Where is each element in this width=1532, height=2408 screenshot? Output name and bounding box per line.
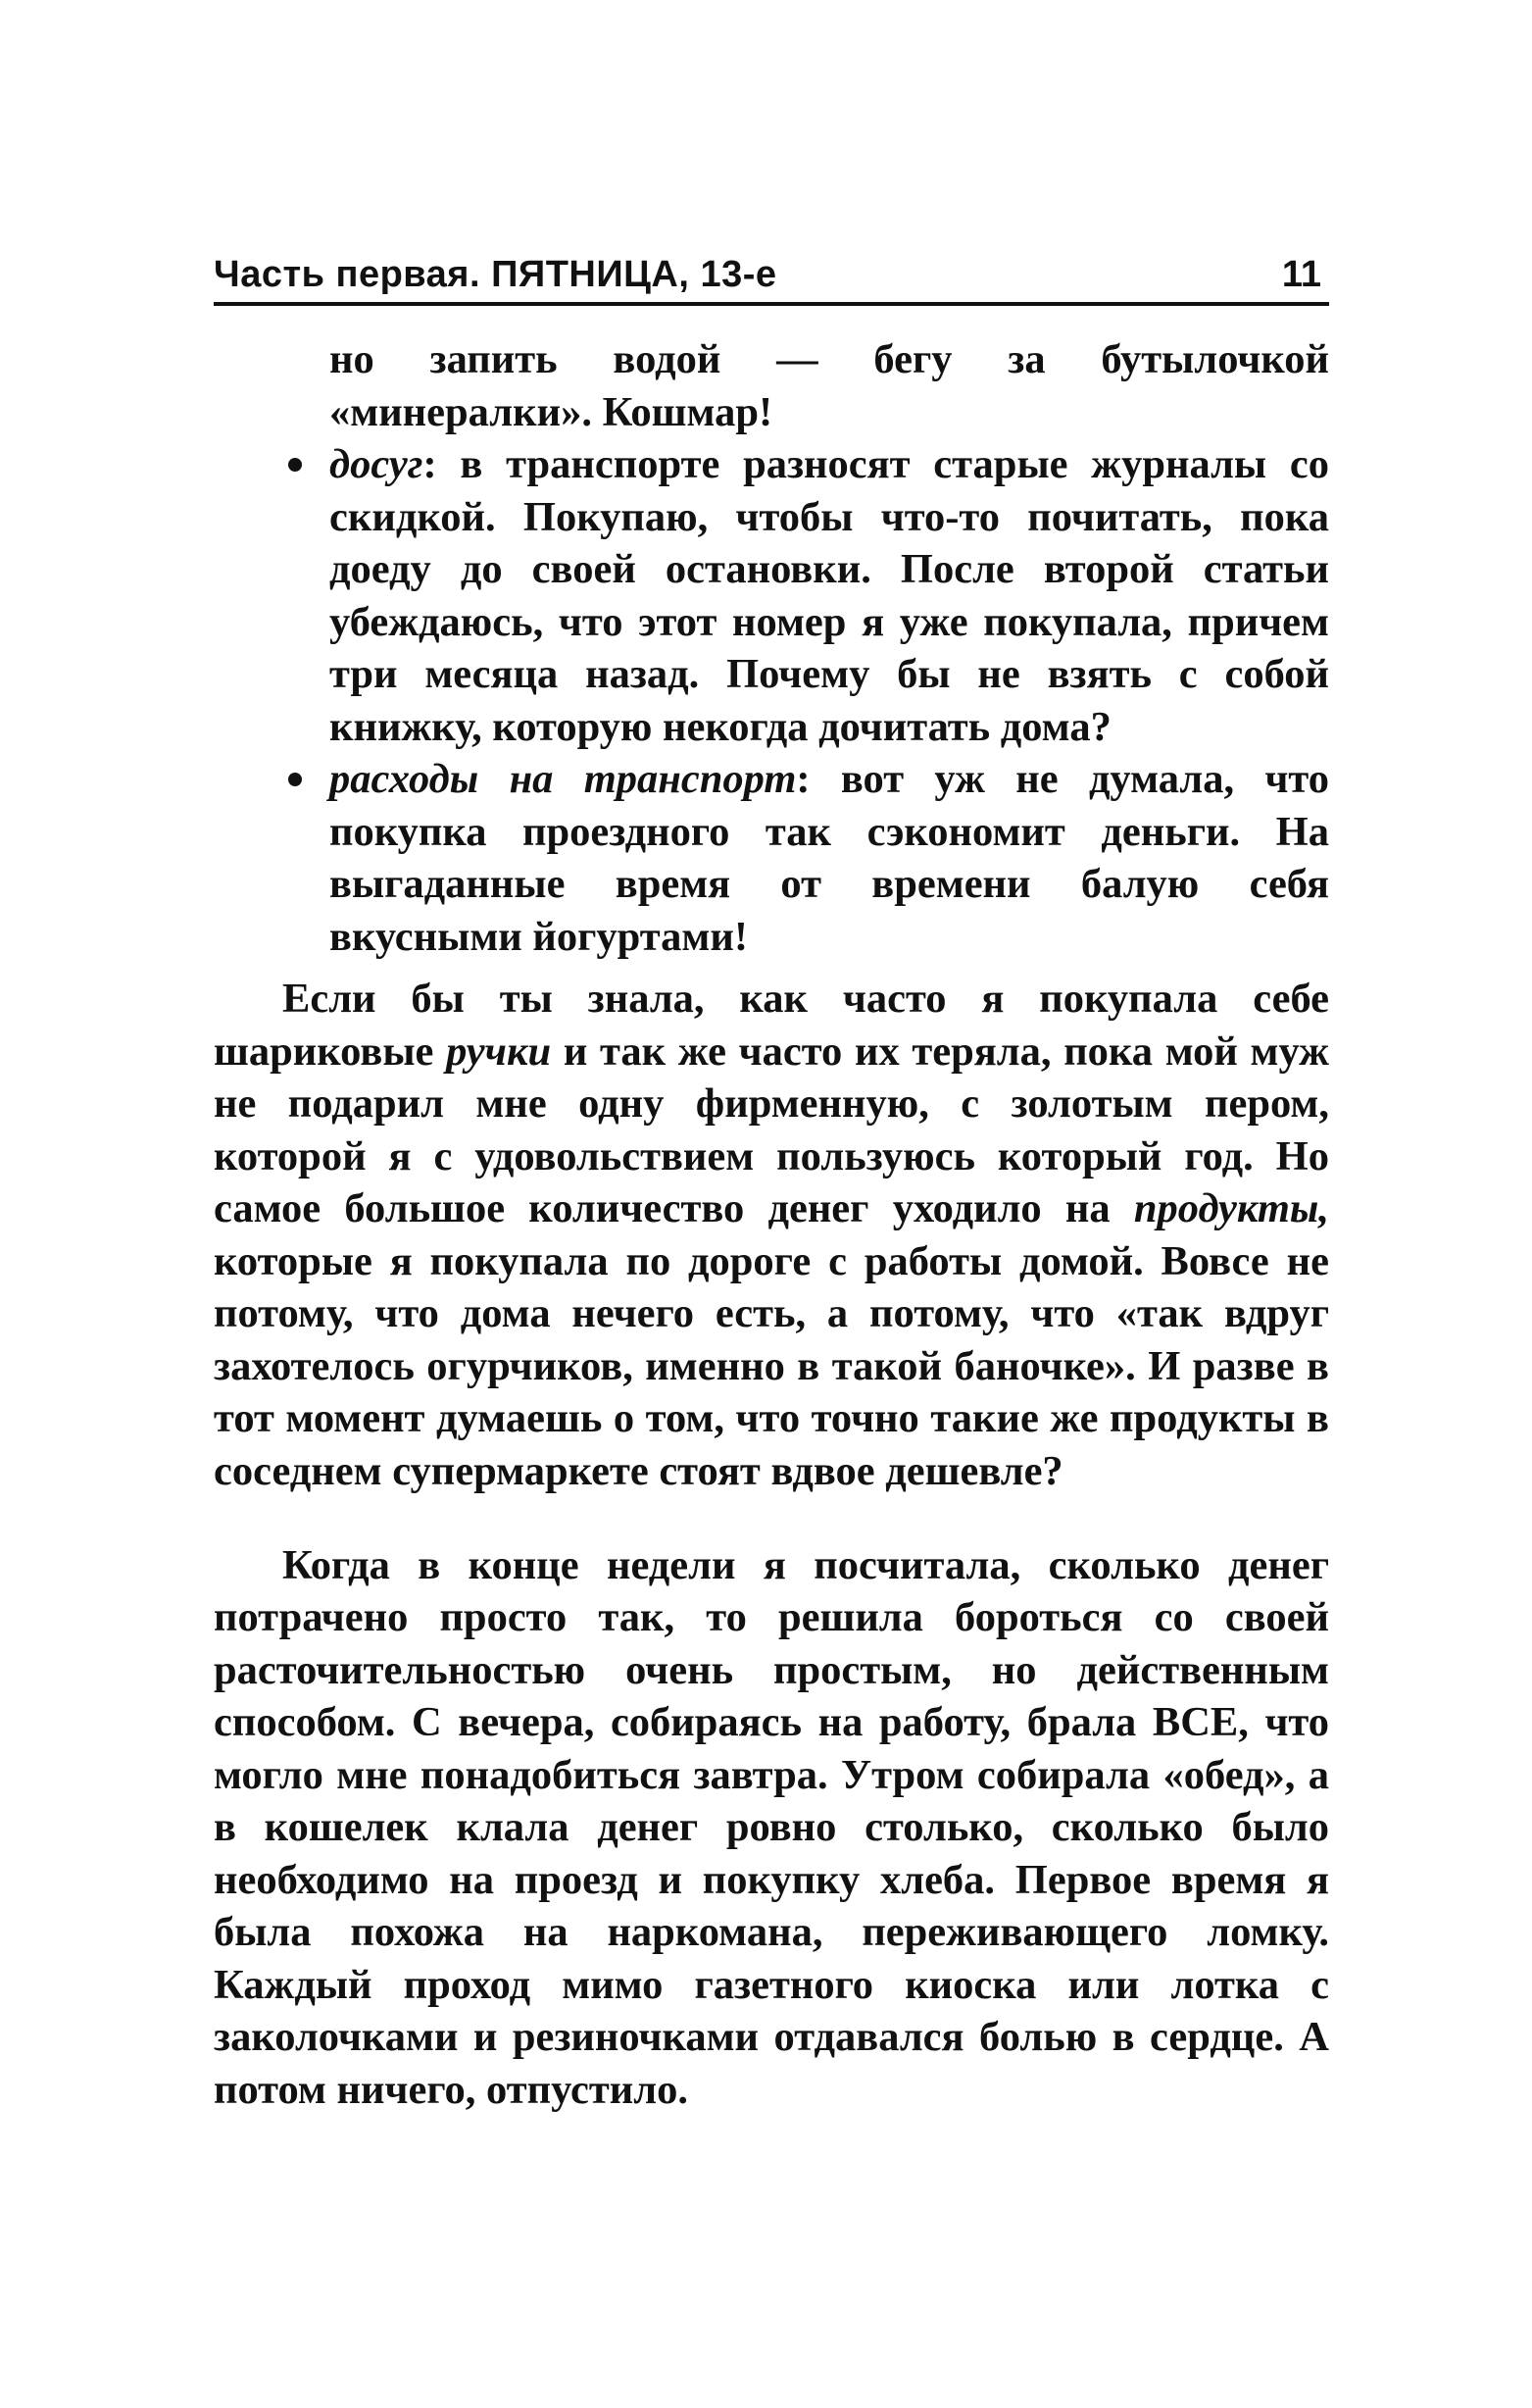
paragraph-text: Если бы ты знала, как часто я покупала себе шариковые — [214, 976, 1329, 1075]
running-header — [214, 243, 1329, 306]
page-body — [214, 333, 1329, 2158]
paragraph-text: и так же часто их теряла, пока мой муж не подарил мне одну фирменную, с золотым пером, которой я с удовольствием пользуюсь который год. Но самое большое количество денег уходило на — [214, 1028, 1329, 1231]
paragraph-text: которые я покупала по дороге с работы домой. Вовсе не потому, что дома нечего есть, а потому, что «так вдруг захотелось огурчиков, именно в такой баночке». И разве в тот момент думаешь о том, что точно такие же продукты в соседнем супермаркете стоят вдвое дешевле? — [214, 1237, 1329, 1494]
chapter-title: Часть первая. ПЯТНИЦА, 13-е — [214, 254, 777, 295]
paragraph-pens-and-groceries — [214, 973, 1329, 1497]
list-item-text: : вот уж не думала, что покупка проездного так сэкономит деньги. На выгаданные время от времени балую себя вкусными йогуртами! — [329, 756, 1329, 960]
paragraph-saving-method: Когда в конце недели я посчитала, сколько денег потрачено просто так, то решила бороться со своей расточительностью очень простым, но действенным способом. С вечера, собираясь на работу, брала ВСЕ, что могло мне понадобиться завтра. Утром собирала «обед», а в кошелек клала денег ровно столько, сколько было необходимо на проезд и покупку хлеба. Первое время я была похожа на наркомана, переживающего ломку. Каждый проход мимо газетного киоска или лотка с заколочками и резиночками отдавался болью в сердце. А потом ничего, отпустило. — [214, 1541, 1329, 2113]
continued-list-text: но запить водой — бегу за бутылочкой «минералки». Кошмар! — [329, 336, 1329, 435]
list-item-transport — [329, 753, 1329, 963]
list-item-term: досуг — [329, 441, 423, 487]
page-number: 11 — [1281, 254, 1321, 295]
emphasis-pens: ручки — [446, 1028, 552, 1075]
bullet-icon — [288, 773, 302, 786]
list-item-text: : в транспорте разносят старые журналы со скидкой. Покупаю, чтобы что-то почитать, пока доеду до своей остановки. После второй статьи убеждаюсь, что этот номер я уже покупала, причем три месяца назад. Почему бы не взять с собой книжку, которую некогда дочитать дома? — [329, 441, 1329, 750]
list-item-term: расходы на транспорт — [329, 756, 797, 802]
emphasis-groceries: продукты, — [1133, 1185, 1329, 1231]
bullet-icon — [288, 458, 302, 472]
list-item-leisure — [329, 438, 1329, 753]
